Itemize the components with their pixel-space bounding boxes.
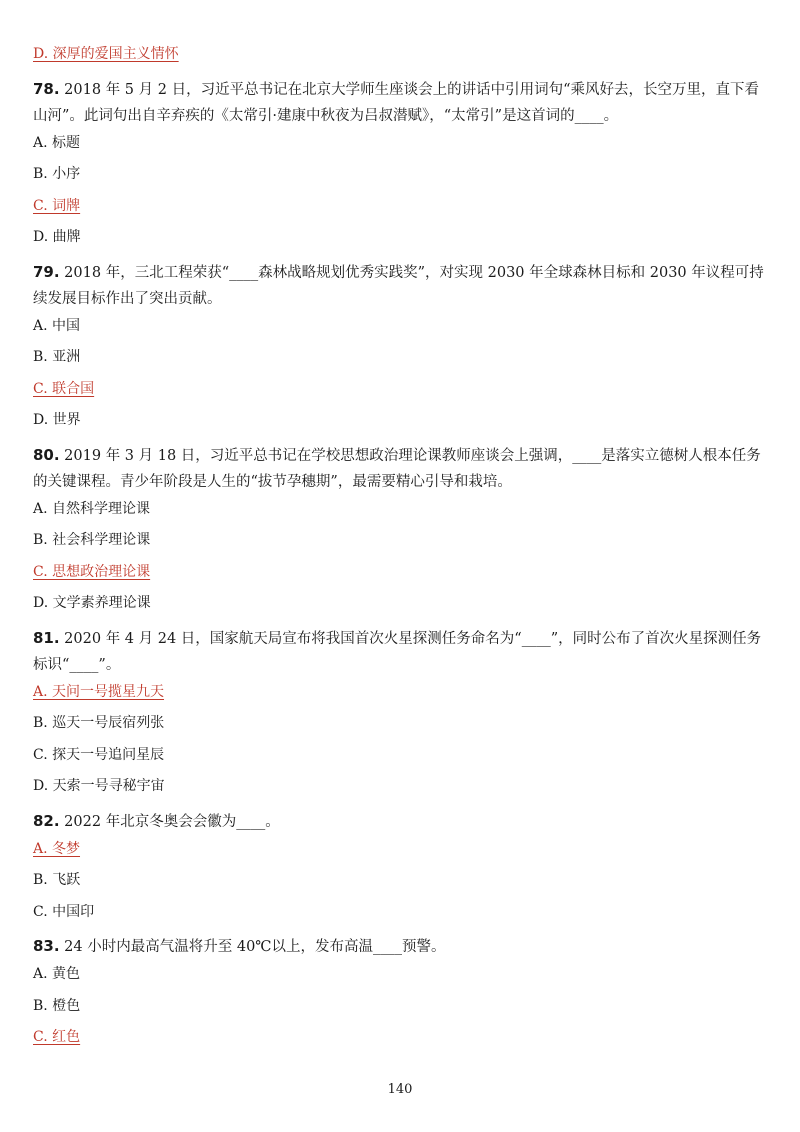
question-text: 2020 年 4 月 24 日，国家航天局宣布将我国首次火星探测任务命名为“____”，同时公布了首次火星探测任务标识“____”。 <box>33 630 762 673</box>
option-text: A. 标题 <box>33 134 81 151</box>
option-text: C. 联合国 <box>33 380 95 397</box>
option-text: B. 橙色 <box>33 997 81 1014</box>
answer-option <box>33 593 773 625</box>
question-text: 2018 年 5 月 2 日，习近平总书记在北京大学师生座谈会上的讲话中引用词句“乘风好去，长空万里，直下看山河”。此词句出自辛弃疾的《太常引·建康中秋夜为吕叔潜赋》，“太常引”是这首词的____。 <box>33 81 759 124</box>
option-text: A. 黄色 <box>33 966 81 982</box>
question-number: 80. <box>33 445 60 464</box>
answer-option <box>33 410 773 442</box>
answer-option-correct <box>33 196 773 228</box>
option-text: A. 天问一号揽星九天 <box>33 683 165 700</box>
question-text: 2022 年北京冬奥会会徽为____。 <box>59 813 280 830</box>
answer-option-correct <box>33 379 773 411</box>
question-number: 78. <box>33 79 60 98</box>
question <box>33 259 773 312</box>
option-text: D. 深厚的爱国主义情怀 <box>33 46 179 62</box>
answer-option <box>33 870 773 902</box>
option-text: D. 文学素养理论课 <box>33 595 151 611</box>
answer-option <box>33 347 773 379</box>
option-text: C. 词牌 <box>33 197 81 214</box>
question-text: 2018 年，三北工程荣获“____森林战略规划优秀实践奖”，对实现 2030 年全球森林目标和 2030 年议程可持续发展目标作出了突出贡献。 <box>33 264 764 307</box>
answer-option <box>33 996 773 1028</box>
answer-option-correct <box>33 682 773 714</box>
question-text: 24 小时内最高气温将升至 40℃以上，发布高温____预警。 <box>59 939 446 955</box>
option-text: B. 社会科学理论课 <box>33 532 151 548</box>
question-number: 83. <box>33 937 60 955</box>
option-text: D. 曲牌 <box>33 229 81 245</box>
answer-option <box>33 745 773 777</box>
option-text: C. 探天一号追问星辰 <box>33 746 165 763</box>
option-text: C. 思想政治理论课 <box>33 563 151 580</box>
answer-option-correct <box>33 1027 773 1059</box>
question <box>33 625 773 678</box>
option-text: C. 红色 <box>33 1029 81 1045</box>
question <box>33 76 773 129</box>
answer-option-correct <box>33 44 773 76</box>
question <box>33 933 773 960</box>
answer-option <box>33 227 773 259</box>
option-text: A. 冬梦 <box>33 840 81 857</box>
answer-option <box>33 902 773 934</box>
answer-option <box>33 316 773 348</box>
option-text: D. 世界 <box>33 412 81 428</box>
answer-option <box>33 713 773 745</box>
option-text: B. 巡天一号辰宿列张 <box>33 715 165 731</box>
page-number: 140 <box>387 1082 413 1097</box>
option-text: B. 小序 <box>33 166 81 182</box>
option-text: B. 亚洲 <box>33 349 81 365</box>
question-number: 81. <box>33 628 60 647</box>
option-text: D. 天索一号寻秘宇宙 <box>33 778 165 794</box>
answer-option-correct <box>33 562 773 594</box>
question-number: 79. <box>33 262 60 281</box>
answer-option <box>33 530 773 562</box>
answer-option <box>33 776 773 808</box>
document-page <box>33 44 773 1059</box>
option-text: A. 自然科学理论课 <box>33 500 151 517</box>
option-text: A. 中国 <box>33 317 81 334</box>
question-number: 82. <box>33 811 60 830</box>
option-text: C. 中国印 <box>33 903 95 920</box>
question-text: 2019 年 3 月 18 日，习近平总书记在学校思想政治理论课教师座谈会上强调，____是落实立德树人根本任务的关键课程。青少年阶段是人生的“拔节孕穗期”，最需要精心引导和栽培。 <box>33 447 761 490</box>
answer-option <box>33 164 773 196</box>
answer-option <box>33 499 773 531</box>
answer-option <box>33 133 773 165</box>
answer-option <box>33 964 773 996</box>
answer-option-correct <box>33 839 773 871</box>
question <box>33 442 773 495</box>
question <box>33 808 773 835</box>
option-text: B. 飞跃 <box>33 872 81 888</box>
